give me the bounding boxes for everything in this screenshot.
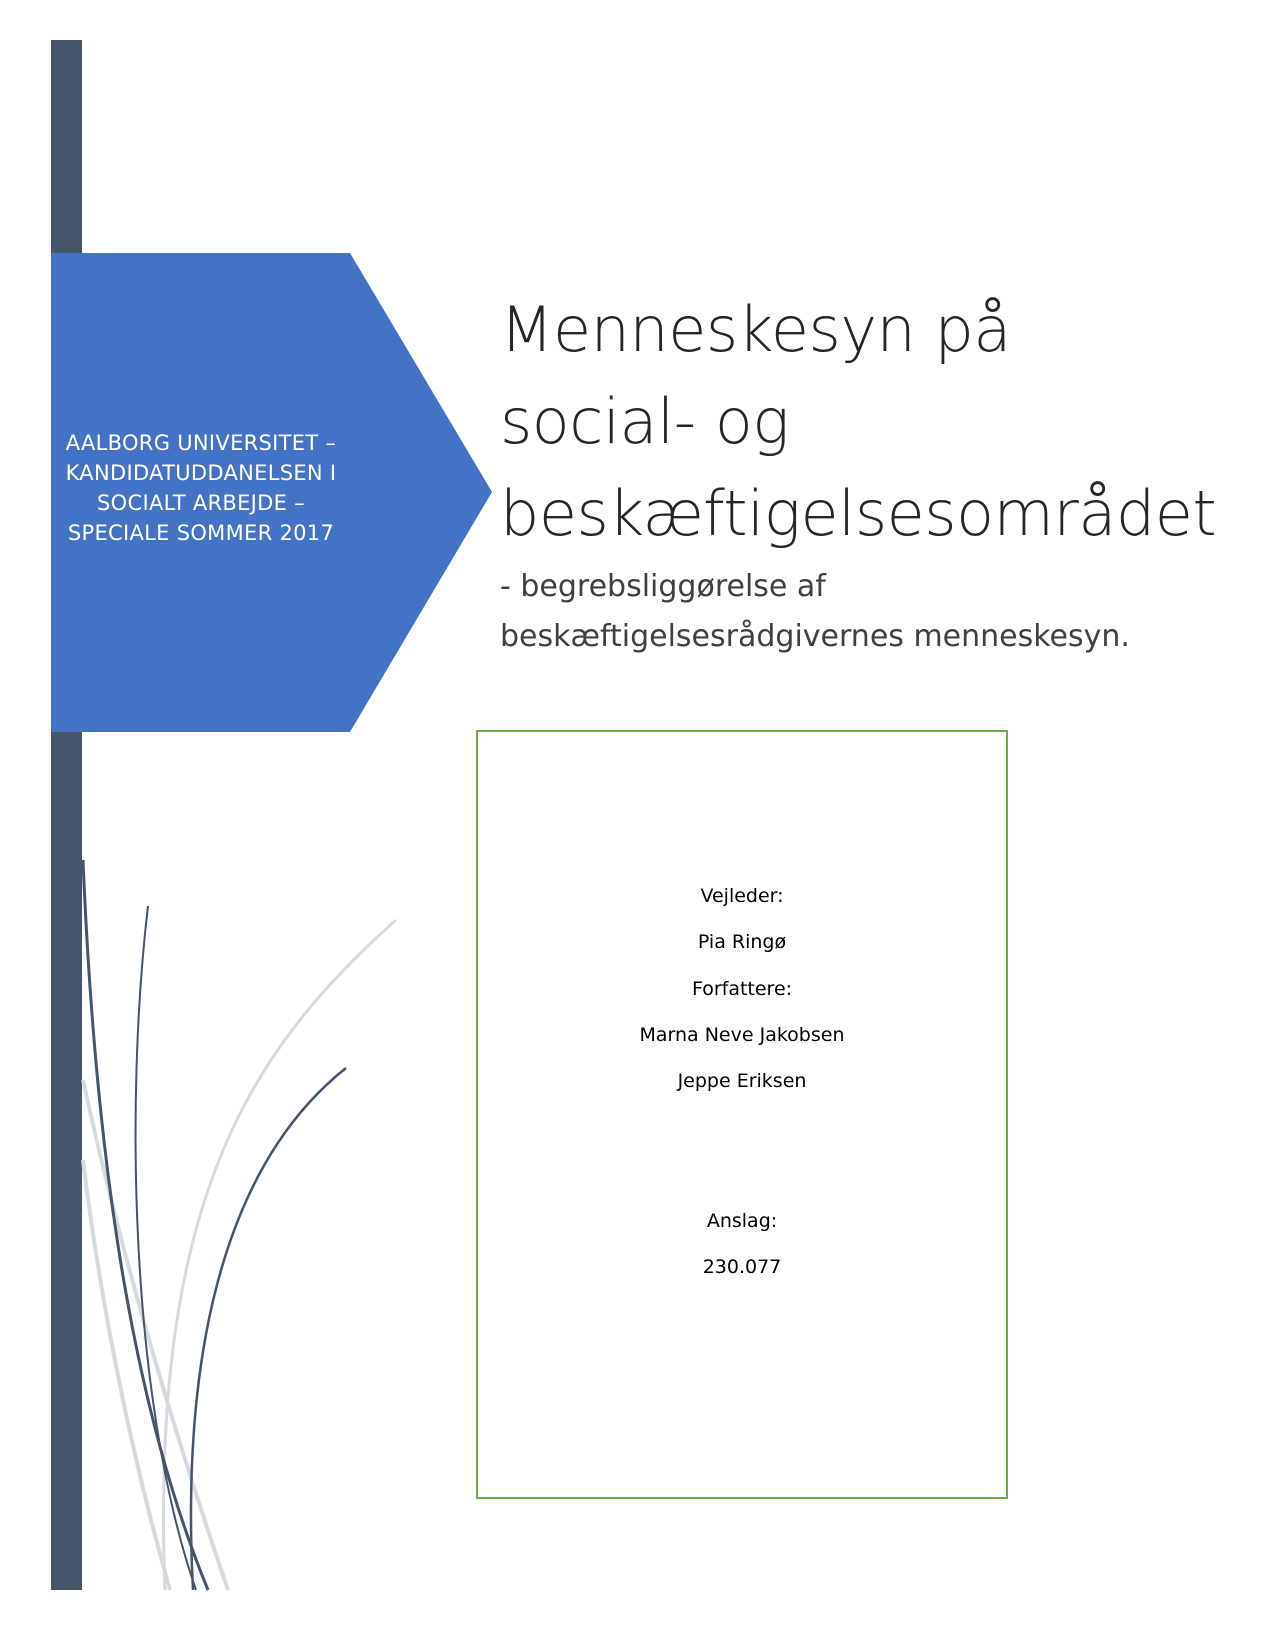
document-subtitle — [500, 562, 1130, 662]
subtitle-line: - begrebsliggørelse af — [500, 569, 826, 604]
title-line: Menneskesyn på — [500, 293, 1011, 366]
author-name: Marna Neve Jakobsen — [639, 1024, 845, 1046]
info-box — [476, 730, 1008, 1499]
title-line: beskæftigelsesområdet — [500, 477, 1217, 550]
characters-count: 230.077 — [702, 1256, 782, 1278]
supervisor-label: Vejleder: — [700, 885, 784, 907]
document-title — [500, 284, 1216, 560]
institution-label: AALBORG UNIVERSITET – KANDIDATUDDANELSEN I SOCIALT ARBEJDE – SPECIALE SOMMER 2017 — [65, 431, 337, 545]
supervisor-name: Pia Ringø — [697, 931, 787, 953]
subtitle-line: beskæftigelsesrådgivernes menneskesyn. — [500, 619, 1130, 654]
title-line: social- og — [500, 385, 789, 458]
author-name: Jeppe Eriksen — [677, 1070, 807, 1092]
authors-label: Forfattere: — [691, 978, 793, 1000]
characters-label: Anslag: — [706, 1210, 778, 1232]
